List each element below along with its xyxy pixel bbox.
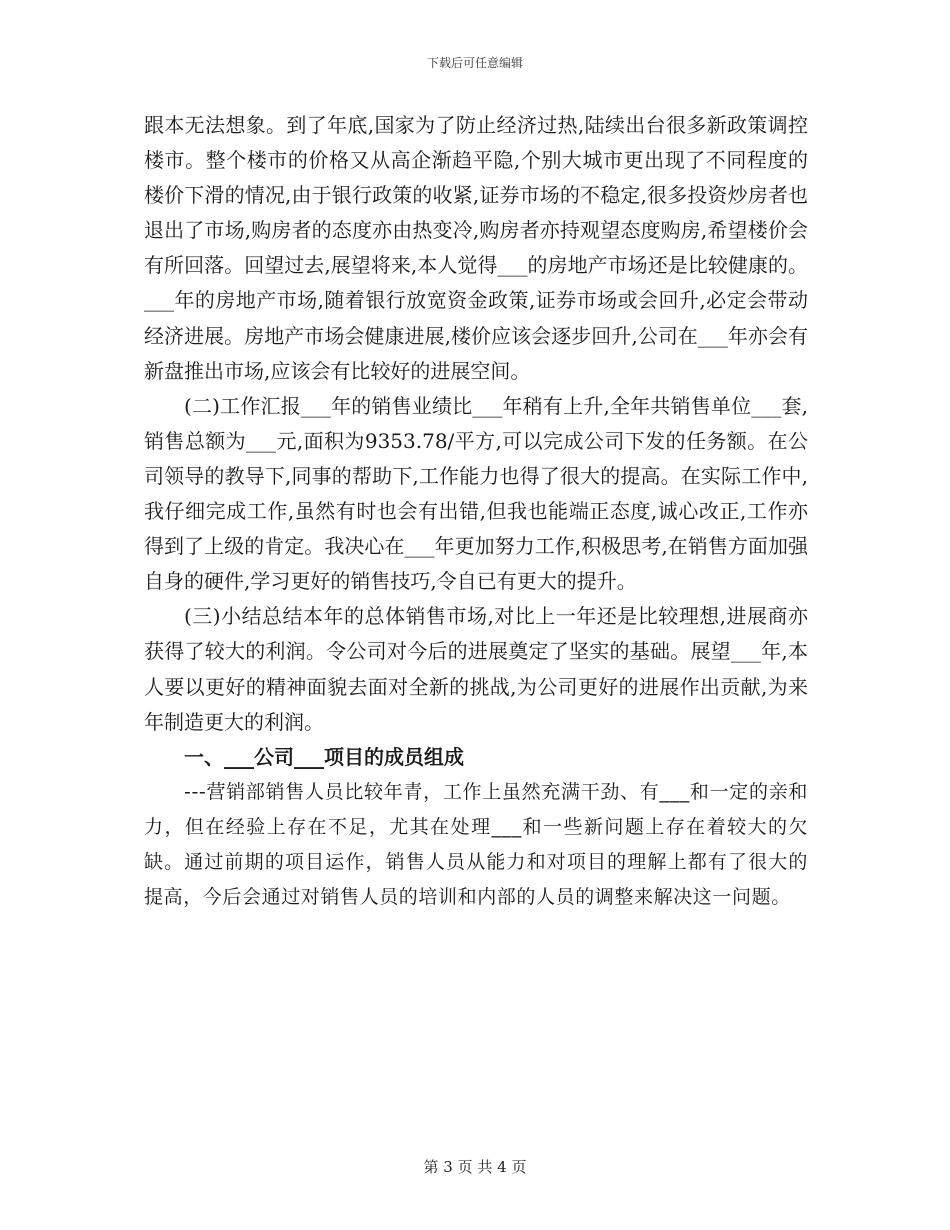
paragraph-market-outlook: 跟本无法想象。到了年底,国家为了防止经济过热,陆续出台很多新政策调控楼市。整个楼市的价格又从高企渐趋平隐,个别大城市更出现了不同程度的楼价下滑的情况,由于银行政策的收紧,证券市场的不稳定,很多投资炒房者也退出了市场,购房者的态度亦由热变冷,购房者亦持观望态度购房,希望楼价会有所回落。回望过去,展望将来,本人觉得___的房地产市场还是比较健康的。___年的房地产市场,随着银行放宽资金政策,证券市场或会回升,必定会带动经济进展。房地产市场会健康进展,楼价应该会逐步回升,公司在___年亦会有新盘推出市场,应该会有比较好的进展空间。	[144, 113, 808, 383]
paragraph-work-report: (二)工作汇报___年的销售业绩比___年稍有上升,全年共销售单位___套,销售总额为___元,面积为9353.78/平方,可以完成公司下发的任务额。在公司领导的教导下,同事的帮助下,工作能力也得了很大的提高。在实际工作中,我仔细完成工作,虽然有时也会有出错,但我也能端正态度,诚心改正,工作亦得到了上级的肯定。我决心在___年更加努力工作,积极思考,在销售方面加强自身的硬件,学习更好的销售技巧,令自已有更大的提升。	[144, 393, 808, 594]
paragraph-summary: (三)小结总结本年的总体销售市场,对比上一年还是比较理想,进展商亦获得了较大的利润。令公司对今后的进展奠定了坚实的基础。展望___年,本人要以更好的精神面貌去面对全新的挑战,为公司更好的进展作出贡献,为来年制造更大的利润。	[144, 604, 808, 734]
paragraph-team-composition: ---营销部销售人员比较年青，工作上虽然充满干劲、有___和一定的亲和力，但在经验上存在不足，尤其在处理___和一些新问题上存在着较大的欠缺。通过前期的项目运作，销售人员从能力和对项目的理解上都有了很大的提高，今后会通过对销售人员的培训和内部的人员的调整来解决这一问题。	[144, 780, 808, 909]
document-body	[144, 108, 808, 915]
page-header: 下载后可任意编辑	[426, 56, 523, 70]
section-heading: 一、___公司___项目的成员组成	[184, 744, 464, 769]
page-number: 第 3 页 共 4 页	[423, 1158, 527, 1176]
